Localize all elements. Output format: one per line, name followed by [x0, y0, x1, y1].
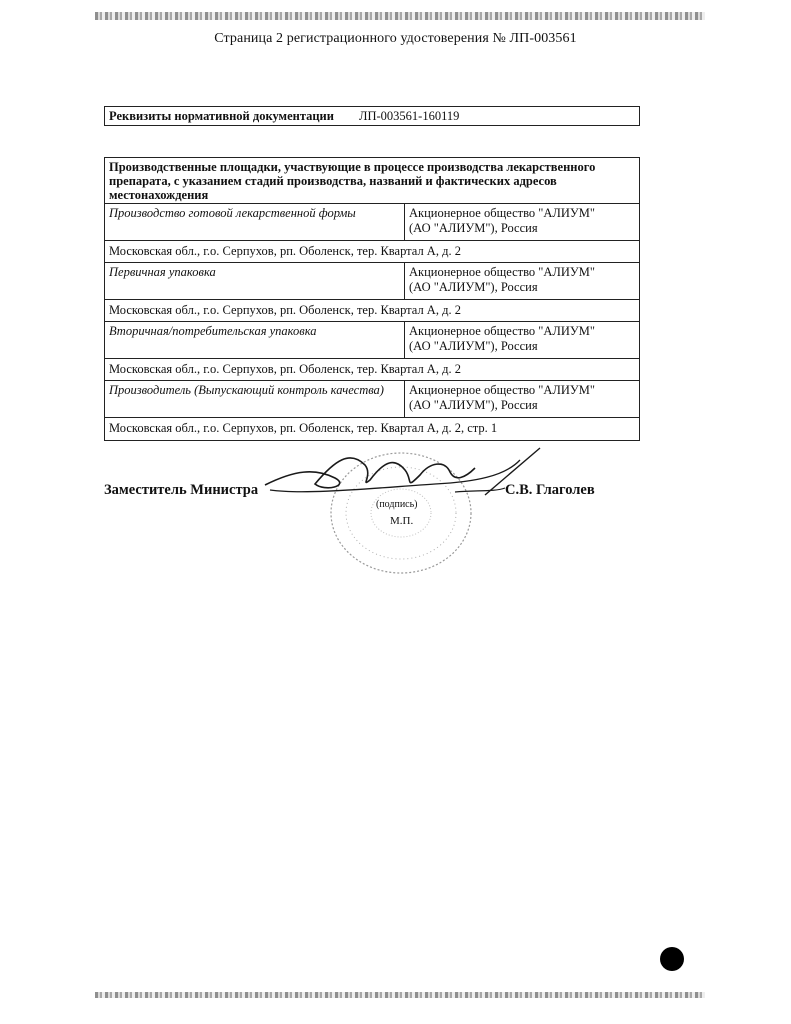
company-cell — [405, 381, 639, 417]
production-sites-table — [104, 157, 640, 441]
company-cell — [405, 322, 639, 358]
company-short: (АО "АЛИУМ"), Россия — [409, 221, 538, 235]
requisites-table — [104, 106, 640, 126]
company-short: (АО "АЛИУМ"), Россия — [409, 339, 538, 353]
scan-artifact-bottom — [95, 992, 705, 998]
table-row — [105, 381, 639, 418]
company-name: Акционерное общество "АЛИУМ" — [409, 324, 595, 338]
requisites-label: Реквизиты нормативной документации — [109, 108, 334, 123]
production-sites-title: Производственные площадки, участвующие в процессе производства лекарственного препарата, с указанием стадий производства, названий и фактических адресов местонахождения — [105, 158, 639, 204]
stage-cell: Производство готовой лекарственной формы — [105, 204, 405, 240]
company-name: Акционерное общество "АЛИУМ" — [409, 383, 595, 397]
address-row: Московская обл., г.о. Серпухов, рп. Оболенск, тер. Квартал А, д. 2 — [105, 300, 639, 322]
company-cell — [405, 204, 639, 240]
address-row: Московская обл., г.о. Серпухов, рп. Оболенск, тер. Квартал А, д. 2 — [105, 241, 639, 263]
scan-artifact-top — [95, 12, 705, 20]
stage-cell: Вторичная/потребительская упаковка — [105, 322, 405, 358]
company-short: (АО "АЛИУМ"), Россия — [409, 280, 538, 294]
requisites-value: ЛП-003561-160119 — [359, 108, 460, 123]
signature-caption: (подпись) — [376, 499, 418, 510]
table-row — [105, 322, 639, 359]
table-row — [105, 204, 639, 241]
stage-cell: Первичная упаковка — [105, 263, 405, 299]
company-name: Акционерное общество "АЛИУМ" — [409, 206, 595, 220]
punch-hole-mark — [660, 947, 684, 971]
table-row — [105, 263, 639, 300]
stage-cell: Производитель (Выпускающий контроль качества) — [105, 381, 405, 417]
company-cell — [405, 263, 639, 299]
address-row: Московская обл., г.о. Серпухов, рп. Оболенск, тер. Квартал А, д. 2, стр. 1 — [109, 421, 498, 435]
signer-name: С.В. Глаголев — [505, 482, 595, 498]
company-short: (АО "АЛИУМ"), Россия — [409, 398, 538, 412]
signer-position: Заместитель Министра — [104, 482, 259, 498]
seal-caption: М.П. — [390, 515, 414, 527]
address-row: Московская обл., г.о. Серпухов, рп. Оболенск, тер. Квартал А, д. 2 — [105, 359, 639, 381]
page-header: Страница 2 регистрационного удостоверения № ЛП-003561 — [214, 31, 577, 46]
company-name: Акционерное общество "АЛИУМ" — [409, 265, 595, 279]
